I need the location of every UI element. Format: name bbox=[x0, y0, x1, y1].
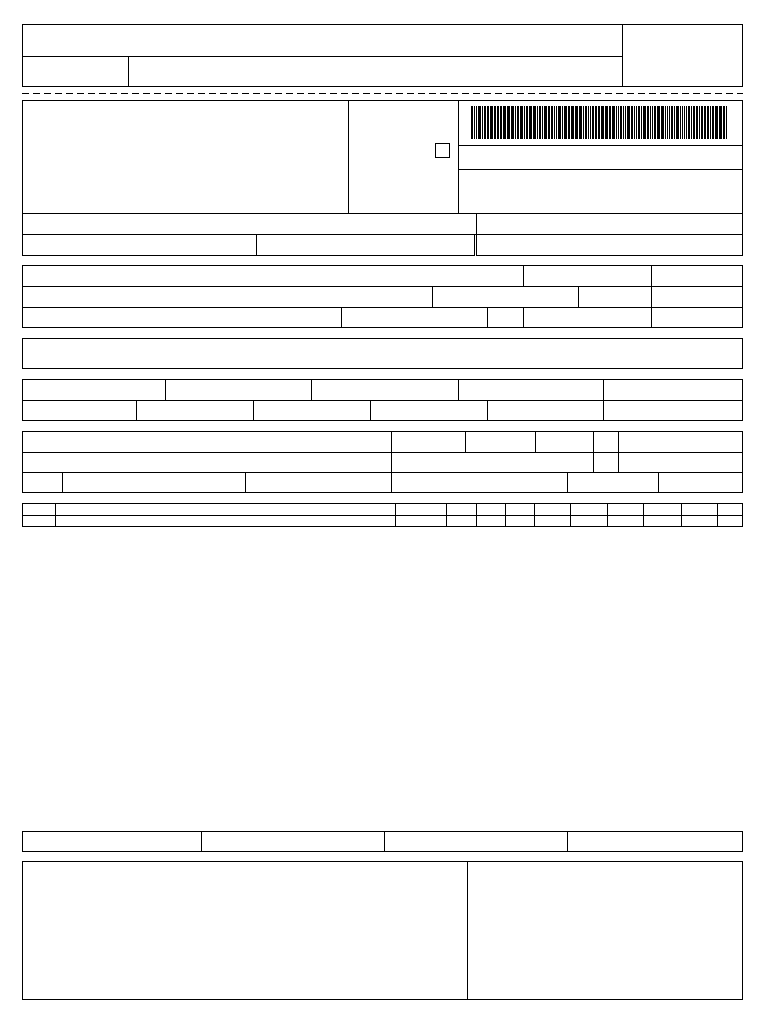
receipt-stub-number-cell bbox=[622, 24, 743, 87]
tax-id-cell bbox=[476, 234, 743, 256]
tax-cell bbox=[136, 400, 254, 421]
invoice-info-box bbox=[22, 338, 743, 369]
transport-cell bbox=[465, 431, 536, 453]
products-table-cell bbox=[717, 515, 743, 527]
products-table-cell bbox=[22, 515, 56, 527]
products-table-cell bbox=[395, 515, 447, 527]
transport-cell bbox=[62, 472, 246, 493]
exit-date-cell bbox=[651, 286, 743, 308]
recipient-state-cell bbox=[487, 307, 524, 328]
transport-cell bbox=[567, 472, 659, 493]
tax-cell bbox=[603, 379, 743, 401]
transport-cell bbox=[245, 472, 392, 493]
products-table-cell bbox=[534, 515, 571, 527]
recipient-registration-cell bbox=[523, 307, 652, 328]
recipient-name-cell bbox=[22, 265, 524, 287]
recipient-address-cell bbox=[22, 286, 433, 308]
transport-cell bbox=[593, 431, 619, 453]
state-registration-cell bbox=[22, 234, 257, 256]
service-tax-cell bbox=[22, 831, 202, 852]
recipient-district-cell bbox=[432, 286, 579, 308]
products-table-cell bbox=[55, 515, 396, 527]
products-table-cell bbox=[643, 515, 682, 527]
tax-cell bbox=[165, 379, 312, 401]
products-table-cell bbox=[607, 515, 644, 527]
tax-cell bbox=[458, 379, 604, 401]
tax-cell bbox=[22, 400, 137, 421]
products-table-cell bbox=[505, 515, 535, 527]
consultation-cell bbox=[458, 169, 743, 214]
recipient-tax-id-cell bbox=[523, 265, 652, 287]
recipient-zip-cell bbox=[578, 286, 652, 308]
receipt-stub-received-cell bbox=[22, 24, 623, 57]
authorization-protocol-cell bbox=[476, 213, 743, 235]
tax-cell bbox=[311, 379, 459, 401]
access-key-cell bbox=[458, 145, 743, 170]
transport-cell bbox=[22, 472, 63, 493]
exit-time-cell bbox=[651, 307, 743, 328]
receipt-stub-date-cell bbox=[22, 56, 129, 87]
checkbox[interactable] bbox=[435, 143, 450, 158]
products-table-cell bbox=[446, 515, 477, 527]
service-tax-cell bbox=[567, 831, 743, 852]
transport-cell bbox=[618, 431, 743, 453]
receipt-stub-signature-cell bbox=[128, 56, 623, 87]
issuer-identification-box bbox=[22, 100, 349, 214]
transport-cell bbox=[618, 452, 743, 473]
additional-info-box bbox=[22, 861, 468, 1000]
tax-cell bbox=[253, 400, 371, 421]
service-tax-cell bbox=[384, 831, 568, 852]
products-table-cell bbox=[476, 515, 506, 527]
products-table-cell bbox=[570, 515, 608, 527]
transport-cell bbox=[391, 472, 568, 493]
transport-cell bbox=[22, 452, 392, 473]
tax-cell bbox=[370, 400, 488, 421]
products-table-cell bbox=[681, 515, 718, 527]
operation-nature-cell bbox=[22, 213, 477, 235]
transport-cell bbox=[535, 431, 594, 453]
recipient-phone-cell bbox=[341, 307, 488, 328]
transport-cell bbox=[593, 452, 619, 473]
transport-cell bbox=[391, 452, 594, 473]
service-tax-cell bbox=[201, 831, 385, 852]
transport-cell bbox=[22, 431, 392, 453]
transport-cell bbox=[658, 472, 743, 493]
transport-cell bbox=[391, 431, 466, 453]
tax-cell bbox=[22, 379, 166, 401]
issue-date-cell bbox=[651, 265, 743, 287]
tax-cell bbox=[603, 400, 743, 421]
substitute-registration-cell bbox=[256, 234, 475, 256]
barcode-box bbox=[458, 100, 743, 146]
tax-cell bbox=[487, 400, 604, 421]
dashed-cut-line bbox=[22, 92, 743, 95]
reserved-area-box bbox=[467, 861, 743, 1000]
recipient-city-cell bbox=[22, 307, 342, 328]
